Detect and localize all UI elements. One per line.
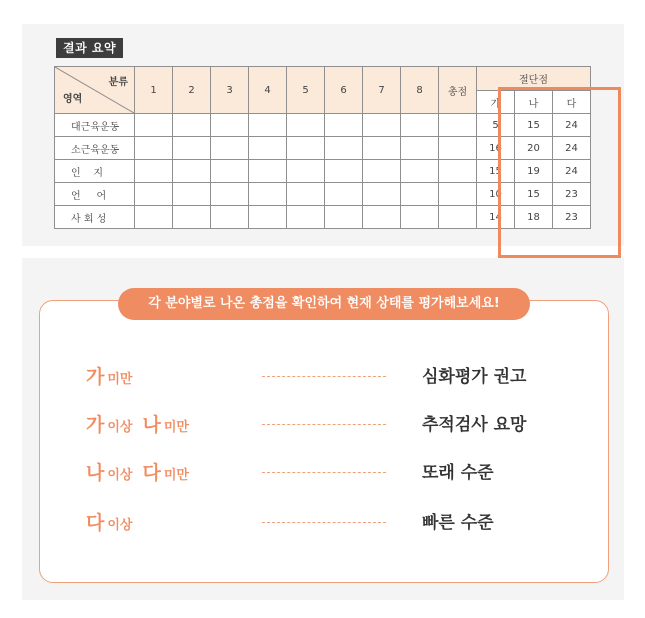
cutoff-cell: 14 <box>477 206 515 229</box>
column-header: 7 <box>363 67 401 114</box>
score-cell <box>325 206 363 229</box>
table-row <box>55 137 591 160</box>
score-cell <box>363 206 401 229</box>
cutoff-sub-da: 다 <box>553 91 591 114</box>
score-cell <box>363 114 401 137</box>
column-header: 5 <box>287 67 325 114</box>
score-cell <box>363 183 401 206</box>
score-cell <box>363 137 401 160</box>
cutoff-cell: 23 <box>553 183 591 206</box>
guide-result: 또래 수준 <box>422 463 494 483</box>
score-cell <box>249 137 287 160</box>
cutoff-cell: 10 <box>477 183 515 206</box>
guide-condition <box>86 458 199 485</box>
score-cell <box>325 137 363 160</box>
score-cell <box>401 183 439 206</box>
evaluation-guide-box <box>39 300 609 583</box>
summary-title: 결과 요약 <box>56 38 123 58</box>
total-cell <box>439 183 477 206</box>
score-table <box>54 66 591 229</box>
dotted-leader <box>262 424 386 425</box>
score-cell <box>287 206 325 229</box>
score-cell <box>173 206 211 229</box>
guide-row <box>86 362 566 392</box>
score-cell <box>135 160 173 183</box>
column-header: 1 <box>135 67 173 114</box>
row-label: 언 어 <box>55 183 135 206</box>
category-header: 분류 <box>108 77 128 88</box>
score-cell <box>401 137 439 160</box>
score-cell <box>211 183 249 206</box>
table-row <box>55 160 591 183</box>
score-cell <box>287 114 325 137</box>
cutoff-cell: 19 <box>515 160 553 183</box>
score-cell <box>135 114 173 137</box>
row-label: 인 지 <box>55 160 135 183</box>
score-cell <box>287 137 325 160</box>
score-cell <box>135 206 173 229</box>
column-header: 4 <box>249 67 287 114</box>
column-header: 8 <box>401 67 439 114</box>
guide-result: 빠른 수준 <box>422 513 494 533</box>
cutoff-header: 절단점 <box>477 67 591 91</box>
level-mark: 나 <box>86 462 105 484</box>
total-cell <box>439 206 477 229</box>
cutoff-cell: 23 <box>553 206 591 229</box>
dotted-leader <box>262 522 386 523</box>
row-label: 대근육운동 <box>55 114 135 137</box>
table-corner-cell <box>55 67 135 114</box>
level-mark: 나 <box>142 414 161 436</box>
score-cell <box>249 183 287 206</box>
cutoff-cell: 15 <box>477 160 515 183</box>
level-mark: 가 <box>86 366 105 388</box>
score-cell <box>401 206 439 229</box>
score-cell <box>173 137 211 160</box>
score-cell <box>211 160 249 183</box>
score-cell <box>325 160 363 183</box>
guide-condition <box>86 410 199 437</box>
score-cell <box>287 183 325 206</box>
cutoff-cell: 15 <box>515 183 553 206</box>
table-row <box>55 114 591 137</box>
level-mark: 가 <box>86 414 105 436</box>
guide-row <box>86 410 566 440</box>
results-summary-panel <box>22 24 624 246</box>
level-qualifier: 미만 <box>163 420 189 435</box>
row-label: 소근육운동 <box>55 137 135 160</box>
cutoff-cell: 18 <box>515 206 553 229</box>
total-cell <box>439 114 477 137</box>
total-cell <box>439 137 477 160</box>
table-row <box>55 183 591 206</box>
score-cell <box>401 114 439 137</box>
dotted-leader <box>262 472 386 473</box>
score-cell <box>325 183 363 206</box>
score-cell <box>135 137 173 160</box>
score-cell <box>173 114 211 137</box>
column-header: 6 <box>325 67 363 114</box>
level-qualifier: 미만 <box>163 468 189 483</box>
total-header: 총점 <box>439 67 477 114</box>
level-mark: 다 <box>86 512 105 534</box>
level-qualifier: 이상 <box>107 468 133 483</box>
score-cell <box>363 160 401 183</box>
guide-result: 심화평가 권고 <box>422 367 527 387</box>
guide-row <box>86 458 566 488</box>
guide-row <box>86 508 566 538</box>
level-mark: 다 <box>142 462 161 484</box>
level-qualifier: 이상 <box>107 420 133 435</box>
level-qualifier: 이상 <box>107 518 133 533</box>
guide-result: 추적검사 요망 <box>422 415 527 435</box>
cutoff-cell: 24 <box>553 160 591 183</box>
guide-banner: 각 분야별로 나온 총점을 확인하여 현재 상태를 평가해보세요! <box>118 288 530 320</box>
score-cell <box>249 114 287 137</box>
score-cell <box>249 160 287 183</box>
cutoff-cell: 24 <box>553 114 591 137</box>
column-header: 3 <box>211 67 249 114</box>
score-cell <box>249 206 287 229</box>
cutoff-cell: 24 <box>553 137 591 160</box>
dotted-leader <box>262 376 386 377</box>
score-cell <box>325 114 363 137</box>
cutoff-cell: 5 <box>477 114 515 137</box>
score-cell <box>211 114 249 137</box>
domain-header: 영역 <box>63 94 83 105</box>
row-label: 사 회 성 <box>55 206 135 229</box>
guide-condition <box>86 508 142 535</box>
level-qualifier: 미만 <box>107 372 133 387</box>
total-cell <box>439 160 477 183</box>
score-cell <box>173 160 211 183</box>
score-cell <box>211 206 249 229</box>
score-cell <box>173 183 211 206</box>
score-cell <box>401 160 439 183</box>
cutoff-cell: 20 <box>515 137 553 160</box>
score-cell <box>287 160 325 183</box>
cutoff-cell: 16 <box>477 137 515 160</box>
cutoff-sub-ga: 가 <box>477 91 515 114</box>
score-cell <box>135 183 173 206</box>
cutoff-sub-na: 나 <box>515 91 553 114</box>
score-cell <box>211 137 249 160</box>
table-row <box>55 206 591 229</box>
column-header: 2 <box>173 67 211 114</box>
cutoff-cell: 15 <box>515 114 553 137</box>
guide-condition <box>86 362 142 389</box>
